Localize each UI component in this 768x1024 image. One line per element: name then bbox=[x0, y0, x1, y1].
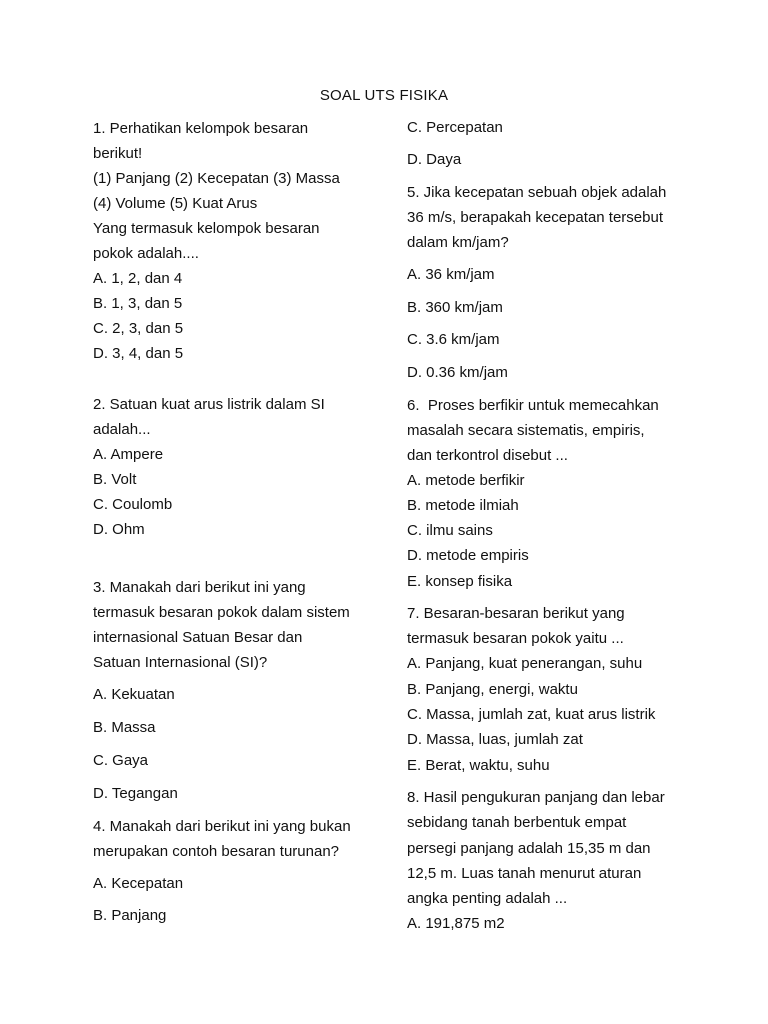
answer-option: A. Ampere bbox=[93, 446, 164, 463]
text-line: merupakan contoh besaran turunan? bbox=[93, 843, 340, 860]
text-line: internasional Satuan Besar dan bbox=[93, 629, 303, 646]
answer-option: C. Percepatan bbox=[407, 119, 503, 136]
answer-option: A. 36 km/jam bbox=[407, 266, 495, 283]
answer-option: B. Volt bbox=[93, 471, 137, 488]
page-title: SOAL UTS FISIKA bbox=[319, 87, 449, 104]
answer-option: B. Panjang, energi, waktu bbox=[407, 681, 578, 698]
text-line: termasuk besaran pokok yaitu ... bbox=[407, 630, 624, 647]
answer-option: A. 1, 2, dan 4 bbox=[93, 270, 183, 287]
text-line: angka penting adalah ... bbox=[407, 890, 568, 907]
text-line: 8. Hasil pengukuran panjang dan lebar bbox=[407, 789, 665, 806]
answer-option: B. metode ilmiah bbox=[407, 497, 519, 514]
answer-option: C. 3.6 km/jam bbox=[407, 331, 500, 348]
answer-option: E. Berat, waktu, suhu bbox=[407, 757, 550, 774]
answer-option: D. 3, 4, dan 5 bbox=[93, 345, 184, 362]
answer-option: A. 191,875 m2 bbox=[407, 915, 505, 932]
answer-option: B. Massa bbox=[93, 719, 156, 736]
text-line: dan terkontrol disebut ... bbox=[407, 447, 568, 464]
answer-option: B. Panjang bbox=[93, 907, 167, 924]
text-line: (4) Volume (5) Kuat Arus bbox=[93, 195, 258, 212]
text-line: termasuk besaran pokok dalam sistem bbox=[93, 604, 350, 621]
answer-option: C. Coulomb bbox=[93, 496, 173, 513]
answer-option: D. 0.36 km/jam bbox=[407, 364, 508, 381]
text-line: pokok adalah.... bbox=[93, 245, 199, 262]
text-line: sebidang tanah berbentuk empat bbox=[407, 814, 627, 831]
text-line: 12,5 m. Luas tanah menurut aturan bbox=[407, 865, 642, 882]
text-line: 5. Jika kecepatan sebuah objek adalah bbox=[407, 184, 667, 201]
answer-option: A. metode berfikir bbox=[407, 472, 525, 489]
text-line: Yang termasuk kelompok besaran bbox=[93, 220, 320, 237]
text-line: adalah... bbox=[93, 421, 151, 438]
answer-option: D. metode empiris bbox=[407, 547, 529, 564]
text-line: 3. Manakah dari berikut ini yang bbox=[93, 579, 306, 596]
text-line: 2. Satuan kuat arus listrik dalam SI bbox=[93, 396, 325, 413]
text-line: Satuan Internasional (SI)? bbox=[93, 654, 268, 671]
answer-option: A. Kekuatan bbox=[93, 686, 175, 703]
left-column bbox=[93, 0, 393, 1024]
text-line: 7. Besaran-besaran berikut yang bbox=[407, 605, 625, 622]
answer-option: A. Panjang, kuat penerangan, suhu bbox=[407, 655, 643, 672]
answer-option: C. Massa, jumlah zat, kuat arus listrik bbox=[407, 706, 656, 723]
answer-option: B. 360 km/jam bbox=[407, 299, 503, 316]
text-line: 6. Proses berfikir untuk memecahkan bbox=[407, 397, 659, 414]
answer-option: B. 1, 3, dan 5 bbox=[93, 295, 183, 312]
answer-option: A. Kecepatan bbox=[93, 875, 184, 892]
text-line: dalam km/jam? bbox=[407, 234, 509, 251]
answer-option: D. Massa, luas, jumlah zat bbox=[407, 731, 583, 748]
answer-option: D. Daya bbox=[407, 151, 462, 168]
answer-option: D. Ohm bbox=[93, 521, 145, 538]
text-line: 1. Perhatikan kelompok besaran bbox=[93, 120, 309, 137]
text-line: 36 m/s, berapakah kecepatan tersebut bbox=[407, 209, 663, 226]
text-line: (1) Panjang (2) Kecepatan (3) Massa bbox=[93, 170, 340, 187]
text-line: berikut! bbox=[93, 145, 143, 162]
answer-option: C. Gaya bbox=[93, 752, 149, 769]
answer-option: C. 2, 3, dan 5 bbox=[93, 320, 184, 337]
text-line: masalah secara sistematis, empiris, bbox=[407, 422, 645, 439]
text-line: persegi panjang adalah 15,35 m dan bbox=[407, 840, 651, 857]
answer-option: C. ilmu sains bbox=[407, 522, 493, 539]
answer-option: D. Tegangan bbox=[93, 785, 178, 802]
answer-option: E. konsep fisika bbox=[407, 573, 513, 590]
text-line: 4. Manakah dari berikut ini yang bukan bbox=[93, 818, 351, 835]
right-column bbox=[407, 0, 707, 1024]
